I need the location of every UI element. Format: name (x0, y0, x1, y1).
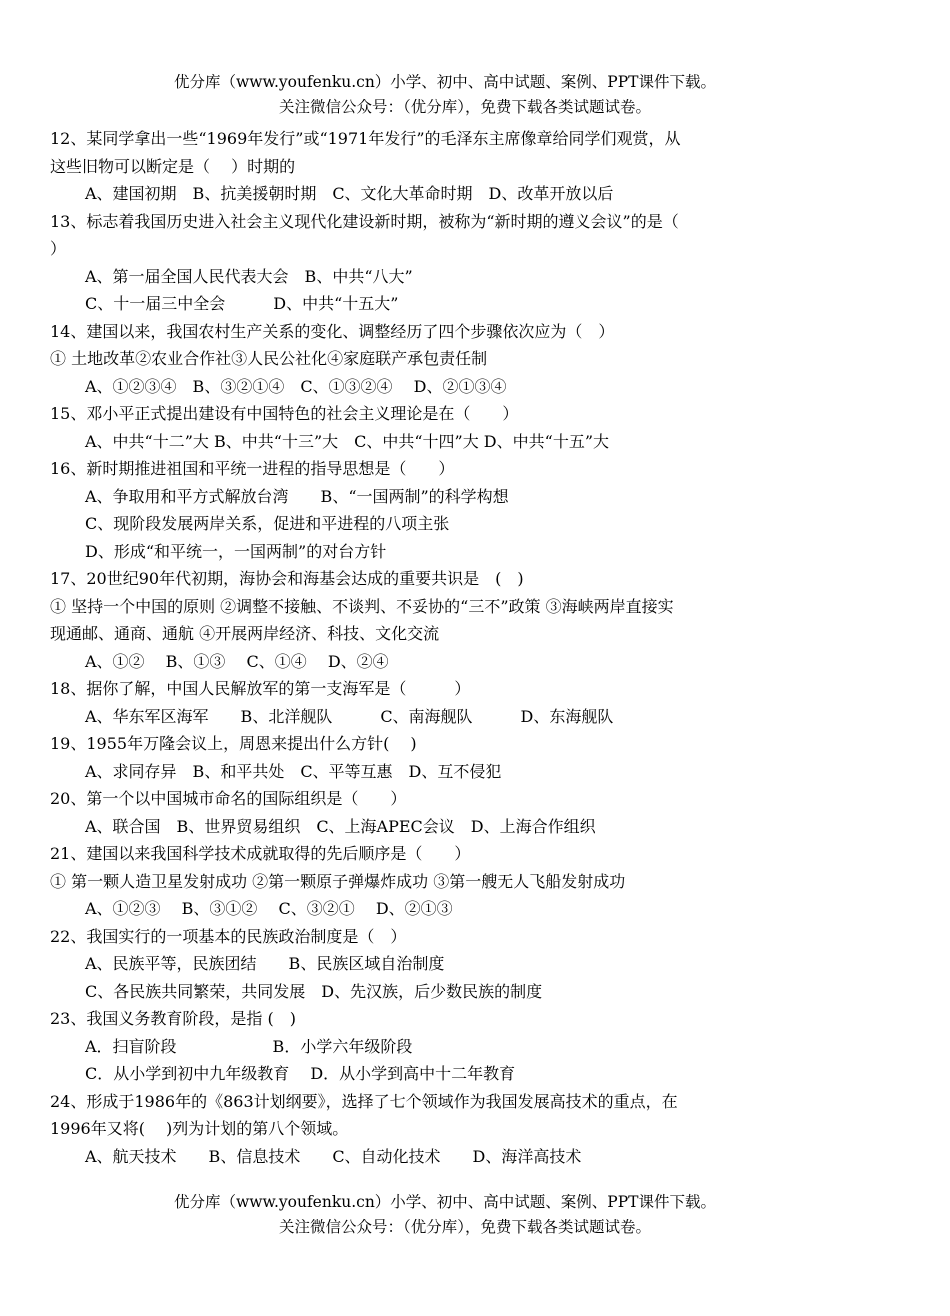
question-text-line: 现通邮、通商、通航 ④开展两岸经济、科技、文化交流 (50, 624, 440, 643)
question-text-line: 12、某同学拿出一些“1969年发行”或“1971年发行”的毛泽东主席像章给同学们观赏，从 (50, 129, 681, 148)
page-footer (0, 1190, 950, 1240)
answer-options-line: A、求同存异 B、和平共处 C、平等互惠 D、互不侵犯 (85, 761, 502, 781)
question-text-line: 14、建国以来，我国农村生产关系的变化、调整经历了四个步骤依次应为（ ） (50, 321, 615, 341)
question-text-line: 16、新时期推进祖国和平统一进程的指导思想是（ ） (50, 459, 455, 478)
answer-options-line: A、①② B、①③ C、①④ D、②④ (85, 651, 389, 671)
question-text-line: 15、邓小平正式提出建设有中国特色的社会主义理论是在（ ） (50, 404, 519, 423)
answer-options-line: A、建国初期 B、抗美援朝时期 C、文化大革命时期 D、改革开放以后 (85, 184, 614, 203)
answer-options-line: C、现阶段发展两岸关系，促进和平进程的八项主张 (85, 514, 450, 533)
question-text-line: 17、20世纪90年代初期，海协会和海基会达成的重要共识是 ( ) (50, 569, 524, 588)
answer-options-line: A．扫盲阶段 B．小学六年级阶段 (85, 1036, 413, 1056)
answer-options-line: A、航天技术 B、信息技术 C、自动化技术 D、海洋高技术 (85, 1146, 582, 1166)
answer-options-line: A、中共“十二”大 B、中共“十三”大 C、中共“十四”大 D、中共“十五”大 (85, 431, 609, 451)
question-text-line: 20、第一个以中国城市命名的国际组织是（ ） (50, 789, 407, 808)
question-text-line: 19、1955年万隆会议上，周恩来提出什么方针( ) (50, 734, 417, 753)
header-line-1: 优分库（www.youfenku.cn）小学、初中、高中试题、案例、PPT课件下载。 (173, 73, 717, 91)
question-text-line: 23、我国义务教育阶段，是指 ( ) (50, 1009, 296, 1028)
answer-options-line: A、①②③ B、③①② C、③②① D、②①③ (85, 899, 453, 918)
question-list (50, 125, 770, 1170)
question-text-line: 13、标志着我国历史进入社会主义现代化建设新时期，被称为“新时期的遵义会议”的是（ (50, 211, 679, 231)
footer-line-1: 优分库（www.youfenku.cn）小学、初中、高中试题、案例、PPT课件下载。 (173, 1193, 717, 1211)
question-text-line: ） (50, 239, 67, 258)
answer-options-line: C、十一届三中全会 D、中共“十五大” (85, 294, 399, 313)
answer-options-line: C．从小学到初中九年级教育 D．从小学到高中十二年教育 (85, 1064, 516, 1083)
answer-options-line: A、第一届全国人民代表大会 B、中共“八大” (85, 266, 413, 286)
question-text-line: 22、我国实行的一项基本的民族政治制度是（ ） (50, 926, 407, 946)
question-text-line: ① 第一颗人造卫星发射成功 ②第一颗原子弹爆炸成功 ③第一艘无人飞船发射成功 (50, 871, 626, 891)
question-text-line: 这些旧物可以断定是（ ）时期的 (50, 156, 296, 176)
page-header (0, 70, 950, 120)
question-text-line: ① 土地改革②农业合作社③人民公社化④家庭联产承包责任制 (50, 349, 488, 368)
question-text-line: ① 坚持一个中国的原则 ②调整不接触、不谈判、不妥协的“三不”政策 ③海峡两岸直接实 (50, 596, 674, 616)
answer-options-line: C、各民族共同繁荣，共同发展 D、先汉族，后少数民族的制度 (85, 981, 543, 1001)
answer-options-line: D、形成“和平统一，一国两制”的对台方针 (85, 541, 387, 561)
question-text-line: 18、据你了解，中国人民解放军的第一支海军是（ ） (50, 679, 471, 698)
header-line-2: 关注微信公众号：（优分库），免费下载各类试题试卷。 (278, 98, 651, 116)
question-text-line: 21、建国以来我国科学技术成就取得的先后顺序是（ ） (50, 844, 471, 863)
footer-line-2: 关注微信公众号：（优分库），免费下载各类试题试卷。 (278, 1218, 651, 1236)
question-text-line: 1996年又将( )列为计划的第八个领域。 (50, 1119, 349, 1138)
answer-options-line: A、华东军区海军 B、北洋舰队 C、南海舰队 D、东海舰队 (85, 706, 614, 726)
answer-options-line: A、争取用和平方式解放台湾 B、“一国两制”的科学构想 (85, 486, 509, 506)
answer-options-line: A、民族平等，民族团结 B、民族区域自治制度 (85, 954, 445, 973)
question-text-line: 24、形成于1986年的《863计划纲要》，选择了七个领域作为我国发展高技术的重点，在 (50, 1091, 678, 1111)
answer-options-line: A、联合国 B、世界贸易组织 C、上海APEC会议 D、上海合作组织 (85, 816, 596, 836)
answer-options-line: A、①②③④ B、③②①④ C、①③②④ D、②①③④ (85, 376, 507, 396)
